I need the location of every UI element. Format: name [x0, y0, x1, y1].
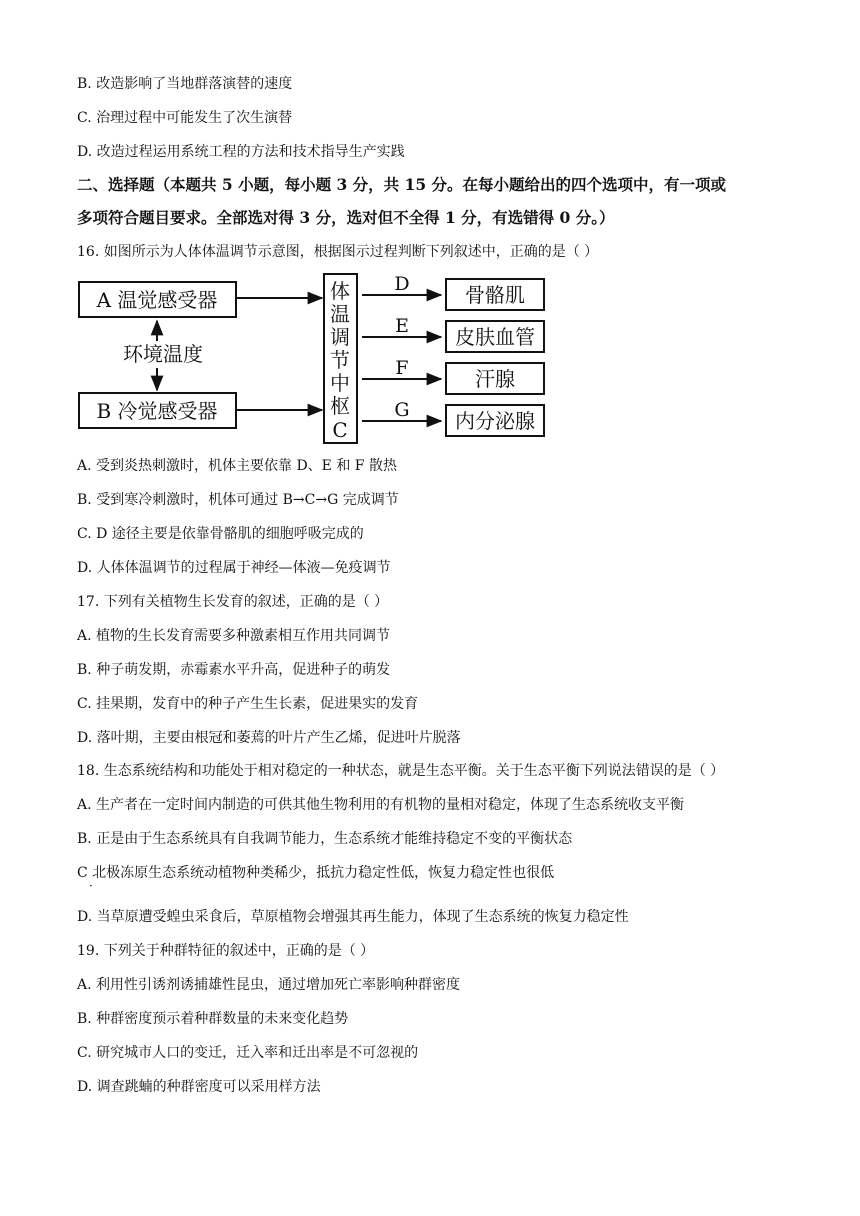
question-18-option-d: D. 当草原遭受蝗虫采食后，草原植物会增强其再生能力，体现了生态系统的恢复力稳定性 [77, 909, 629, 925]
path-g-label: G [394, 399, 410, 421]
question-18-option-a: A. 生产者在一定时间内制造的可供其他生物利用的有机物的量相对稳定，体现了生态系统收支平衡 [77, 797, 685, 813]
question-16-option-d: D. 人体体温调节的过程属于神经—体液—免疫调节 [77, 560, 391, 576]
question-19-option-a: A. 利用性引诱剂诱捕雄性昆虫，通过增加死亡率影响种群密度 [77, 977, 461, 993]
question-16-option-a: A. 受到炎热刺激时，机体主要依靠 D、E 和 F 散热 [77, 458, 397, 474]
question-16-option-b: B. 受到寒冷刺激时，机体可通过 B→C→G 完成调节 [77, 492, 399, 508]
question-19-option-b: B. 种群密度预示着种群数量的未来变化趋势 [77, 1011, 349, 1027]
environment-label: 环境温度 [123, 342, 203, 366]
target-sweat-glands: 汗腺 [475, 367, 515, 391]
receptor-a-label: A 温觉感受器 [96, 288, 218, 312]
center-char-7: C [332, 418, 348, 442]
thermoregulation-diagram [0, 0, 860, 460]
center-char-5: 中 [330, 371, 350, 395]
option-c-dot-mark: · [89, 879, 93, 893]
path-e-label: E [395, 315, 409, 337]
question-19-option-c: C. 研究城市人口的变迁，迁入率和迁出率是不可忽视的 [77, 1045, 419, 1061]
question-16-option-c: C. D 途径主要是依靠骨骼肌的细胞呼吸完成的 [77, 526, 364, 542]
center-char-4: 节 [330, 348, 350, 372]
question-17-option-b: B. 种子萌发期，赤霉素水平升高，促进种子的萌发 [77, 662, 391, 678]
center-char-3: 调 [330, 325, 350, 349]
center-char-6: 枢 [330, 394, 350, 418]
question-17-option-d: D. 落叶期，主要由根冠和萎蔫的叶片产生乙烯，促进叶片脱落 [77, 730, 461, 746]
center-char-2: 温 [330, 302, 350, 326]
question-18-option-c: C 北极冻原生态系统动植物种类稀少，抵抗力稳定性低，恢复力稳定性也很低 [77, 865, 555, 881]
question-17-option-a: A. 植物的生长发育需要多种激素相互作用共同调节 [77, 628, 391, 644]
receptor-b-label: B 冷觉感受器 [96, 399, 218, 423]
center-char-1: 体 [330, 279, 350, 303]
prev-option-c: C. 治理过程中可能发生了次生演替 [77, 110, 293, 126]
prev-option-b: B. 改造影响了当地群落演替的速度 [77, 76, 293, 92]
question-19-option-d: D. 调查跳蝻的种群密度可以采用样方法 [77, 1079, 321, 1095]
question-16-stem: 16. 如图所示为人体体温调节示意图，根据图示过程判断下列叙述中，正确的是（ ） [77, 244, 599, 260]
section-heading-line1: 二、选择题（本题共 5 小题，每小题 3 分，共 15 分。在每小题给出的四个选项中，有一项或 [77, 175, 727, 194]
target-endocrine-glands: 内分泌腺 [455, 409, 535, 433]
regulation-center-label [330, 279, 350, 442]
path-d-label: D [394, 273, 410, 295]
question-19-stem: 19. 下列关于种群特征的叙述中，正确的是（ ） [77, 943, 375, 959]
target-skeletal-muscle: 骨骼肌 [465, 283, 525, 307]
path-f-label: F [395, 357, 409, 379]
section-heading-line2: 多项符合题目要求。全部选对得 3 分，选对但不全得 1 分，有选错得 0 分。） [77, 208, 615, 227]
question-17-stem: 17. 下列有关植物生长发育的叙述，正确的是（ ） [77, 594, 389, 610]
question-17-option-c: C. 挂果期，发育中的种子产生生长素，促进果实的发育 [77, 696, 419, 712]
question-18-stem: 18. 生态系统结构和功能处于相对稳定的一种状态，就是生态平衡。关于生态平衡下列说法错误的是（ ） [77, 763, 725, 779]
question-18-option-b: B. 正是由于生态系统具有自我调节能力，生态系统才能维持稳定不变的平衡状态 [77, 831, 573, 847]
prev-option-d: D. 改造过程运用系统工程的方法和技术指导生产实践 [77, 144, 405, 160]
target-skin-vessels: 皮肤血管 [455, 325, 535, 349]
